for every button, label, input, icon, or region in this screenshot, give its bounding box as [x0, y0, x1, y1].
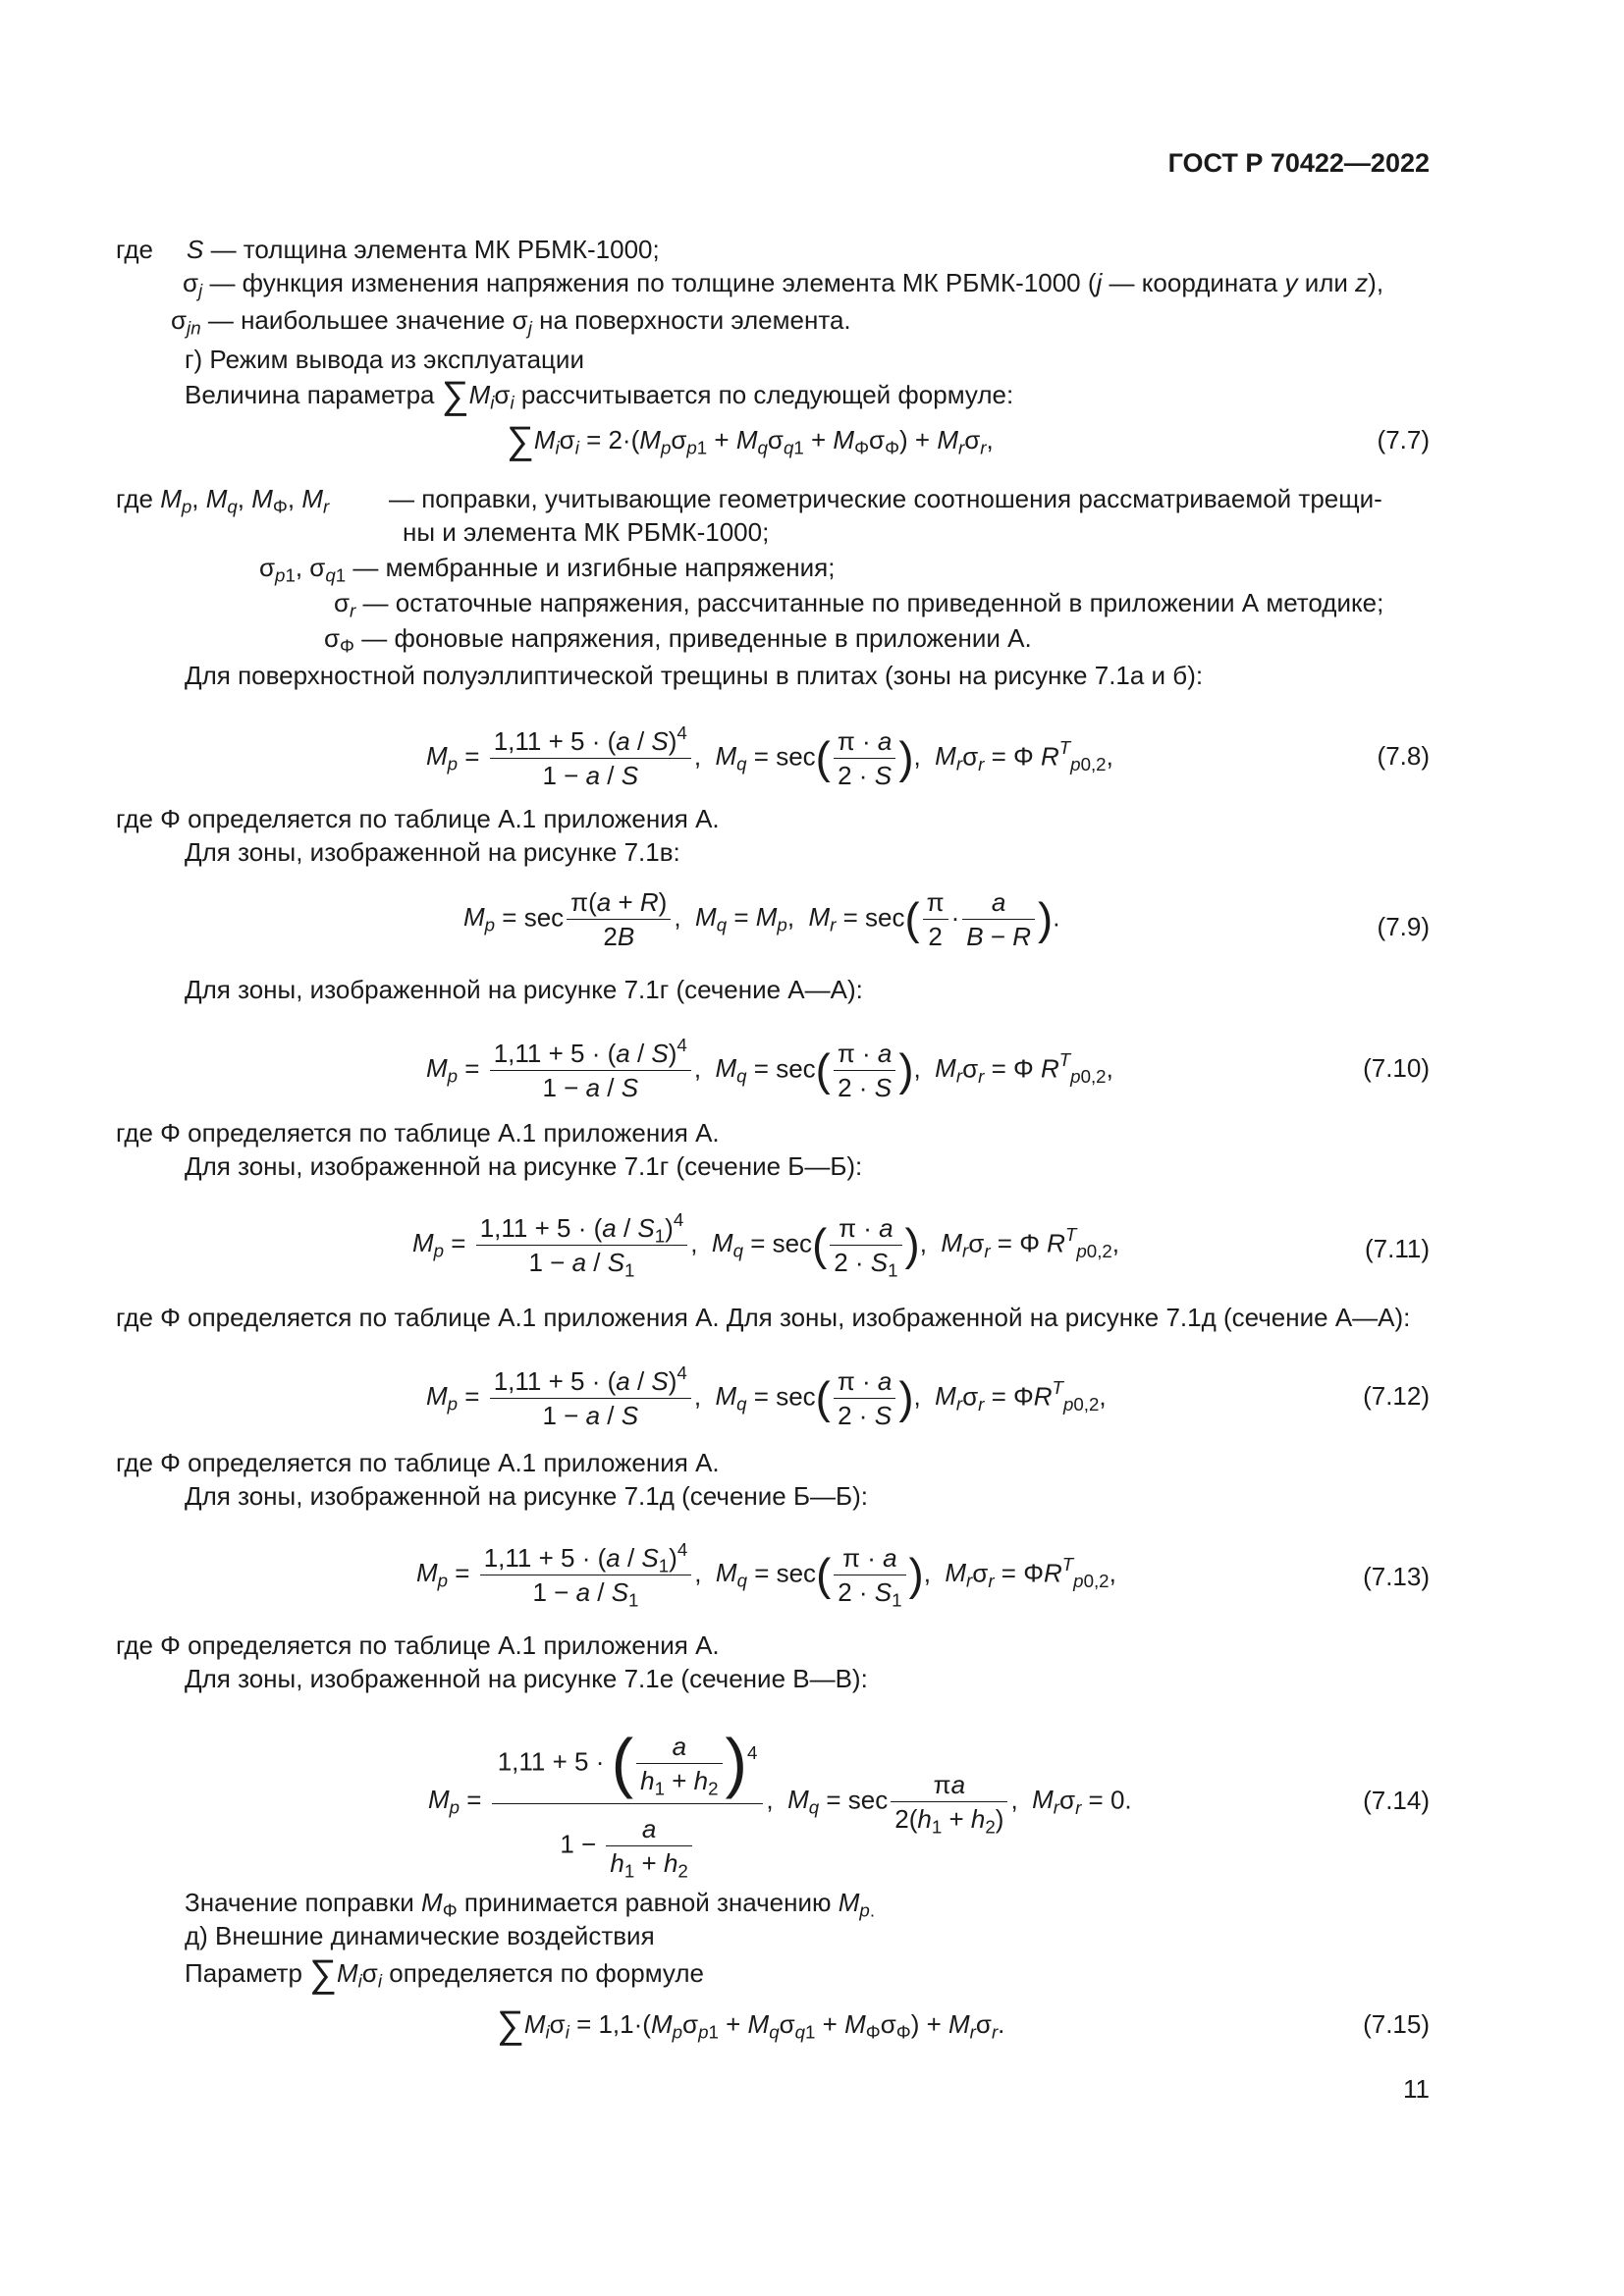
formula-7-9: $M_p = \sec$ $\frac{\pi(a + R)}{2B}$ , $M_q = M_p$, $M_r = \sec$( $\frac{\pi}{2}$ · $\frac{a}{B - R}$ ). — [463, 887, 1060, 951]
paragraph-zone-e-vv: Для зоны, изображенной на рисунке 7.1е (сечение В—В): — [185, 1664, 868, 1693]
eq-number-7-8: (7.8) — [1377, 741, 1430, 771]
def-m-text-1: — поправки, учитывающие геометрические соотношения рассматриваемой трещи- — [389, 484, 1382, 513]
eq-number-7-13: (7.13) — [1363, 1562, 1430, 1591]
def-sigma-jn: $\sigma_{jn}$ — наибольшее значение $\sigma_j$ на поверхности элемента. — [171, 305, 851, 339]
def-m-symbols: где $M_p$, $M_q$, $M_\Phi$, $M_r$ — [116, 484, 330, 517]
formula-7-14: $M_p$ = 1,11 + 5 · ( $\frac{a}{h_1 + h_2}$ )$^4$ 1 − $\frac{a}{h_1 + h_2}$ , $M_q = \sec$ $\frac{\pi a}{2(h_1 + h_2)}$ , $M_r\sigma_r = 0$. — [428, 1724, 1132, 1880]
paragraph-zone-g-bb: Для зоны, изображенной на рисунке 7.1г (сечение Б—Б): — [185, 1151, 863, 1181]
section-g-intro: Величина параметра $\sum M_i\sigma_i$ рассчитывается по следующей формуле: — [185, 374, 1014, 417]
paragraph-phi-2: где Φ определяется по таблице А.1 приложения А. — [116, 1118, 720, 1148]
where-label-1: где — [116, 235, 153, 264]
paragraph-phi-3: где Φ определяется по таблице А.1 приложения А. Для зоны, изображенной на рисунке 7.1д (сечение А—А): — [116, 1303, 1411, 1332]
def-sigma-r: $\sigma_r$ — остаточные напряжения, рассчитанные по приведенной в приложении А методике; — [334, 588, 1384, 621]
section-d-heading: д) Внешние динамические воздействия — [185, 1921, 655, 1950]
paragraph-phi-1: где Φ определяется по таблице А.1 приложения А. — [116, 804, 720, 833]
eq-number-7-11: (7.11) — [1365, 1234, 1430, 1263]
eq-number-7-15: (7.15) — [1363, 2009, 1430, 2039]
formula-7-7: $\sum M_i\sigma_i = 2\cdot(M_p\sigma_{p1} + M_q\sigma_{q1} + M_\Phi\sigma_\Phi) + M_r\sigma_r$, — [507, 419, 994, 462]
paragraph-phi-5: где Φ определяется по таблице А.1 приложения А. — [116, 1630, 720, 1660]
document-number: ГОСТ Р 70422—2022 — [1167, 148, 1430, 178]
paragraph-zone-d-bb: Для зоны, изображенной на рисунке 7.1д (сечение Б—Б): — [185, 1481, 868, 1511]
formula-7-11: $M_p$ = $\frac{1,11 + 5 \cdot (a / S_1)^4}{1 - a / S_1}$ , $M_q = \sec$( $\frac{\pi \cdot a}{2 \cdot S_1}$ ), $M_r\sigma_r = \Phi$ $R^T_{p0,2}$, — [412, 1208, 1120, 1281]
formula-7-15: $\sum M_i\sigma_i = 1,1\cdot(M_p\sigma_{p1} + M_q\sigma_{q1} + M_\Phi\sigma_\Phi) + M_r\sigma_r$. — [497, 2003, 1005, 2047]
section-g-heading: г) Режим вывода из эксплуатации — [185, 345, 584, 374]
def-sigma-p1: $\sigma_{p1}$, $\sigma_{q1}$ — мембранные и изгибные напряжения; — [259, 553, 836, 586]
formula-7-8: $M_p$ = $\frac{1,11 + 5 \cdot (a / S)^4}{1 - a / S}$ , $M_q = \sec$( $\frac{\pi \cdot a}{2 \cdot S}$ ), $M_r\sigma_r = \Phi$ $R^T_{p0,2}$, — [426, 721, 1113, 790]
def-s: S — толщина элемента МК РБМК-1000; — [187, 235, 660, 264]
def-sigma-f: $\sigma_\Phi$ — фоновые напряжения, приведенные в приложении А. — [324, 623, 1032, 657]
paragraph-mf: Значение поправки $M_\Phi$ принимается равной значению $M_{p.}$ — [185, 1888, 876, 1921]
page-number: 11 — [1403, 2074, 1430, 2104]
eq-number-7-9: (7.9) — [1377, 912, 1430, 941]
formula-7-12: $M_p$ = $\frac{1,11 + 5 \cdot (a / S)^4}{1 - a / S}$ , $M_q = \sec$( $\frac{\pi \cdot a}{2 \cdot S}$ ), $M_r\sigma_r = \Phi R^T_{p0,2}$, — [426, 1362, 1107, 1430]
eq-number-7-14: (7.14) — [1363, 1786, 1430, 1815]
def-sigma-j: $\sigma_j$ — функция изменения напряжения по толщине элемента МК РБМК-1000 (j — координата y или z), — [183, 268, 1384, 301]
def-m-text-2: ны и элемента МК РБМК-1000; — [403, 517, 770, 547]
paragraph-zone-g-aa: Для зоны, изображенной на рисунке 7.1г (сечение А—А): — [185, 975, 863, 1004]
eq-number-7-7: (7.7) — [1377, 425, 1430, 454]
formula-7-10: $M_p$ = $\frac{1,11 + 5 \cdot (a / S)^4}{1 - a / S}$ , $M_q = \sec$( $\frac{\pi \cdot a}{2 \cdot S}$ ), $M_r\sigma_r = \Phi$ $R^T_{p0,2}$, — [426, 1034, 1113, 1102]
eq-number-7-12: (7.12) — [1363, 1381, 1430, 1411]
eq-number-7-10: (7.10) — [1363, 1053, 1430, 1083]
section-d-intro: Параметр $\sum M_i\sigma_i$ определяется по формуле — [185, 1952, 704, 1996]
paragraph-phi-4: где Φ определяется по таблице А.1 приложения А. — [116, 1448, 720, 1477]
formula-7-13: $M_p$ = $\frac{1,11 + 5 \cdot (a / S_1)^4}{1 - a / S_1}$ , $M_q = \sec$( $\frac{\pi \cdot a}{2 \cdot S_1}$ ), $M_r\sigma_r = \Phi R^T_{p0,2}$, — [416, 1538, 1116, 1611]
paragraph-zone-v: Для зоны, изображенной на рисунке 7.1в: — [185, 837, 680, 867]
paragraph-plates: Для поверхностной полуэллиптической трещины в плитах (зоны на рисунке 7.1а и б): — [185, 661, 1204, 690]
